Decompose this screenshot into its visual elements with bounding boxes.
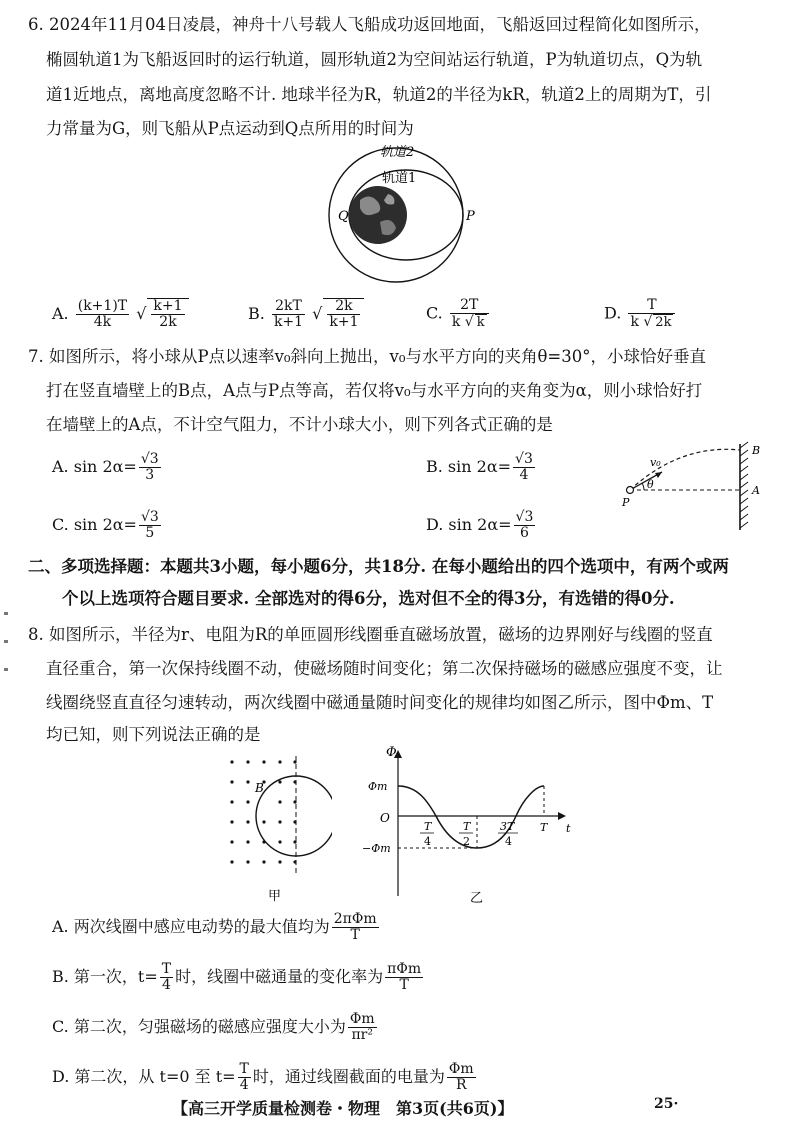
q8-option-d[interactable] (52, 1062, 478, 1093)
scan-mark (4, 640, 8, 643)
figure-yi-caption: 乙 (470, 891, 484, 906)
q6-line-1: 6. 2024年11月04日凌晨，神舟十八号载人飞船成功返回地面，飞船返回过程简化如图所示， (28, 15, 711, 34)
frac-num: √3 (515, 509, 534, 525)
tick-half-num: T (463, 820, 471, 833)
frac-num: Φm (448, 1061, 474, 1077)
x-axis-label: t (566, 822, 571, 835)
frac-num: T (628, 298, 675, 314)
phim-label: Φm (368, 780, 388, 793)
flux-curve (398, 786, 544, 848)
tick-three-quarter-den: 4 (505, 835, 512, 848)
v0-label: v₀ (650, 456, 661, 469)
q7-line-3: 在墙壁上的A点，不计空气阻力，不计小球大小，则下列各式正确的是 (46, 415, 553, 434)
neg-phim-label: −Φm (362, 842, 391, 855)
option-text: A. 两次线圈中感应电动势的最大值均为 (52, 917, 330, 936)
q8-line-3: 线圈绕竖直直径匀速转动，两次线圈中磁通量随时间变化的规律均如图乙所示，图中Φm、T (46, 693, 714, 712)
page-footer: 【高三开学质量检测卷・物理 第3页(共6页)】 (172, 1099, 514, 1118)
x-axis-arrow (558, 812, 566, 820)
frac-num: (k+1)T (77, 298, 128, 314)
option-label: D. (604, 303, 622, 323)
tick-quarter (420, 820, 434, 848)
option-pre: B. 第一次，t= (52, 967, 158, 986)
frac-den: R (456, 1077, 467, 1093)
frac-num: √3 (140, 509, 159, 525)
option-label: B. sin 2α= (426, 457, 512, 476)
frac-den-b: k (476, 315, 485, 330)
frac-den: k+1 (273, 314, 304, 330)
point-p-label: P (466, 209, 475, 224)
t-num: T (239, 1061, 249, 1077)
tick-three-quarter (498, 820, 518, 848)
frac-den: πr² (351, 1027, 373, 1043)
option-label: C. sin 2α= (52, 515, 137, 534)
wall-hatching (740, 442, 748, 528)
option-label: A. sin 2α= (52, 457, 137, 476)
frac-num: 2T (450, 298, 489, 314)
q8-option-a[interactable] (52, 912, 381, 943)
scan-mark (4, 612, 8, 615)
frac-num: Φm (349, 1011, 375, 1027)
coil-circle (256, 776, 332, 856)
figure-jia-caption: 甲 (268, 889, 282, 904)
angle-arc (642, 483, 644, 490)
root-num: 2k (327, 299, 360, 315)
frac-den: 3 (145, 467, 155, 483)
option-label: A. (52, 304, 69, 323)
orbit-1-label: 轨道1 (382, 171, 417, 186)
q6-line-4: 力常量为G，则飞船从P点运动到Q点所用的时间为 (46, 119, 414, 138)
tick-quarter-num: T (424, 820, 432, 833)
q7-line-1: 7. 如图所示，将小球从P点以速率v₀斜向上抛出，v₀与水平方向的夹角θ=30°，小球恰好垂直 (28, 347, 706, 366)
section-2-line-1: 二、多项选择题：本题共3小题，每小题6分，共18分. 在每小题给出的四个选项中，有两个或两 (28, 557, 729, 576)
option-label: D. sin 2α= (426, 515, 512, 534)
orbit-2-label: 轨道2 (380, 145, 415, 160)
root-den: 2k (159, 314, 177, 330)
q7-option-b[interactable] (426, 452, 537, 483)
q8-option-b[interactable] (52, 962, 425, 993)
q8-line-4: 均已知，则下列说法正确的是 (46, 725, 261, 744)
q6-option-a[interactable]: A. $\frac{(k+1)T}{4k}$ √ $\frac{k+1}{2k}$ (52, 298, 189, 330)
option-mid: 时，线圈中磁通量的变化率为 (175, 967, 384, 986)
q6-line-3: 道1近地点，离地高度忽略不计. 地球半径为R，轨道2的半径为kR，轨道2上的周期为T，引 (46, 85, 712, 104)
frac-den: T (399, 977, 409, 993)
frac-num: 2πΦm (333, 911, 377, 927)
point-a-label: A (752, 484, 760, 497)
frac-num: √3 (140, 451, 159, 467)
root-den: k+1 (329, 314, 359, 330)
q6-option-b[interactable]: B. $\frac{2kT}{k+1}$ √ $\frac{2k}{k+1}$ (248, 298, 364, 330)
origin-label: O (380, 811, 390, 825)
frac-den: 5 (145, 525, 155, 541)
t-num: T (161, 961, 172, 977)
option-label: B. (248, 304, 265, 323)
section-2-line-2: 个以上选项符合题目要求. 全部选对的得6分，选对但不全的得3分，有选错的得0分. (62, 589, 675, 608)
theta-label: θ (647, 478, 654, 491)
earth (349, 186, 407, 244)
frac-den: 6 (520, 525, 529, 541)
y-axis-label: Φ (386, 745, 397, 760)
b-field-label: B (255, 781, 264, 795)
tick-half-den: 2 (463, 835, 470, 848)
q7-line-2: 打在竖直墙壁上的B点，A点与P点等高，若仅将v₀与水平方向的夹角变为α，则小球恰好打 (46, 381, 703, 400)
q8-option-c[interactable] (52, 1012, 379, 1043)
point-b-label: B (752, 444, 761, 457)
figure-yi (360, 742, 580, 908)
q7-option-c[interactable] (52, 510, 163, 541)
option-text: C. 第二次，匀强磁场的磁感应强度大小为 (52, 1017, 346, 1036)
figure-jia (222, 752, 332, 912)
q6-option-d[interactable]: D. $\frac{T}{k √ 2k}$ (604, 298, 677, 330)
option-mid: 时，通过线圈截面的电量为 (252, 1067, 445, 1086)
frac-den-a: k (451, 314, 461, 330)
q8-line-2: 直径重合，第一次保持线圈不动，使磁场随时间变化；第二次保持磁场的磁感应强度不变，让 (46, 659, 723, 678)
option-label: C. (426, 303, 443, 323)
frac-den: 4 (519, 467, 529, 483)
point-q-label: Q (338, 209, 349, 224)
t-den: 4 (161, 977, 171, 993)
tick-quarter-den: 4 (424, 835, 431, 848)
q6-line-2: 椭圆轨道1为飞船返回时的运行轨道，圆形轨道2为空间站运行轨道，P为轨道切点，Q为轨 (46, 50, 703, 69)
scan-mark (4, 668, 8, 671)
q7-option-d[interactable] (426, 510, 537, 541)
frac-num: πΦm (387, 961, 422, 977)
q8-line-1: 8. 如图所示，半径为r、电阻为R的单匝圆形线圈垂直磁场放置，磁场的边界刚好与线圈的竖直 (28, 625, 713, 644)
option-pre: D. 第二次，从 t=0 至 t= (52, 1067, 236, 1086)
frac-den: 4k (93, 314, 112, 330)
q6-option-c[interactable]: C. $\frac{2T}{k √ k}$ (426, 298, 491, 330)
q7-option-a[interactable] (52, 452, 163, 483)
t-den: 4 (239, 1077, 249, 1093)
projectile-diagram (614, 438, 774, 538)
point-p-label: P (622, 496, 630, 509)
frac-num: √3 (515, 451, 533, 467)
frac-den-a: k (630, 314, 639, 330)
frac-den-b: 2k (655, 315, 672, 330)
frac-den: T (350, 927, 360, 943)
magnetic-field-dots (230, 760, 296, 863)
page-code: 25· (654, 1096, 679, 1112)
frac-num: 2kT (272, 299, 305, 315)
tick-three-quarter-num: 3T (500, 820, 515, 833)
ball (627, 487, 634, 494)
tick-T: T (540, 821, 548, 834)
orbit-diagram (320, 142, 480, 290)
root-num: k+1 (153, 298, 183, 314)
